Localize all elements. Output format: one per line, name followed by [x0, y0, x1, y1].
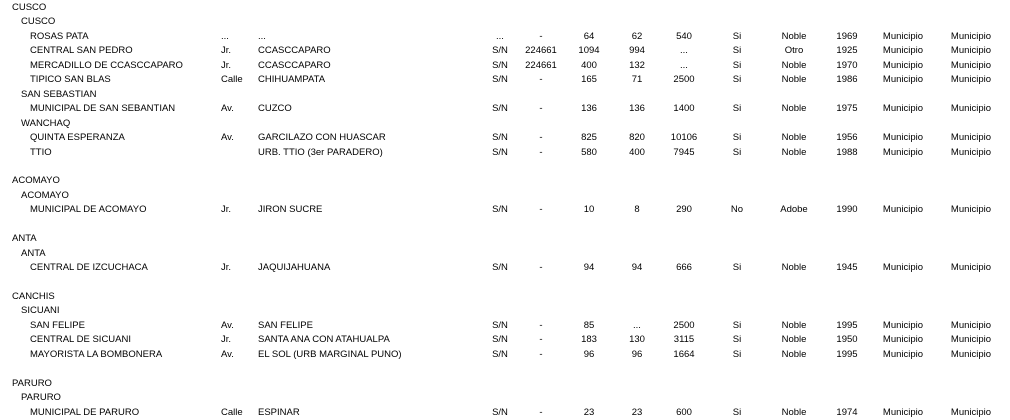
- cell-tel: -: [539, 146, 543, 158]
- cell-c: 2500: [673, 319, 695, 331]
- cell-b: 130: [629, 334, 645, 346]
- cell-c: 1400: [673, 103, 695, 115]
- cell-adm: Municipio: [950, 59, 992, 71]
- cell-tel: -: [539, 334, 543, 346]
- spacer-row: [0, 276, 1010, 290]
- province-heading: [0, 391, 1010, 405]
- cell-nro: S/N: [492, 262, 508, 274]
- cell-a: 23: [583, 406, 595, 418]
- cell-nro: S/N: [492, 45, 508, 57]
- cell-adm: Municipio: [950, 262, 992, 274]
- cell-b: 136: [629, 103, 645, 115]
- cell-si: Si: [732, 319, 742, 331]
- cell-name: ROSAS PATA: [30, 30, 89, 42]
- cell-c: 2500: [673, 74, 695, 86]
- table-row: [0, 146, 1010, 160]
- cell-tel: -: [539, 348, 543, 360]
- table-row: [0, 203, 1010, 217]
- cell-nro: S/N: [492, 132, 508, 144]
- cell-calle: ...: [258, 30, 266, 42]
- cell-year: 1956: [836, 132, 858, 144]
- province-heading: [0, 88, 1010, 102]
- cell-mat: Noble: [781, 334, 807, 346]
- table-row: [0, 59, 1010, 73]
- cell-calle: JAQUIJAHUANA: [258, 262, 331, 274]
- province-name: PARURO: [21, 392, 61, 404]
- province-heading: [0, 304, 1010, 318]
- cell-c: 600: [676, 406, 692, 418]
- cell-year: 1974: [836, 406, 858, 418]
- cell-tel: -: [539, 406, 543, 418]
- cell-year: 1988: [836, 146, 858, 158]
- cell-nro: S/N: [492, 319, 508, 331]
- cell-tel: -: [539, 319, 543, 331]
- cell-si: Si: [732, 262, 742, 274]
- cell-si: Si: [732, 348, 742, 360]
- cell-c: 290: [676, 204, 692, 216]
- cell-mat: Noble: [781, 348, 807, 360]
- cell-mat: Noble: [781, 132, 807, 144]
- cell-mat: Noble: [781, 30, 807, 42]
- department-name: ANTA: [12, 233, 37, 245]
- table-row: [0, 30, 1010, 44]
- department-heading: [0, 1, 1010, 15]
- cell-prop: Municipio: [882, 30, 924, 42]
- cell-prop: Municipio: [882, 103, 924, 115]
- cell-tel: -: [539, 103, 543, 115]
- cell-prop: Municipio: [882, 334, 924, 346]
- cell-adm: Municipio: [950, 103, 992, 115]
- cell-mat: Noble: [781, 74, 807, 86]
- cell-nro: S/N: [492, 103, 508, 115]
- department-heading: [0, 290, 1010, 304]
- cell-name: TIPICO SAN BLAS: [30, 74, 111, 86]
- province-name: WANCHAQ: [21, 117, 71, 129]
- table-row: [0, 261, 1010, 275]
- cell-via: Jr.: [221, 59, 232, 71]
- cell-prop: Municipio: [882, 146, 924, 158]
- department-name: CANCHIS: [12, 291, 55, 302]
- cell-via: Calle: [221, 406, 243, 418]
- cell-a: 580: [581, 146, 597, 158]
- cell-prop: Municipio: [882, 262, 924, 274]
- cell-name: MERCADILLO DE CCASCCAPARO: [30, 59, 183, 71]
- cell-nro: S/N: [492, 59, 508, 71]
- cell-a: 85: [583, 319, 595, 331]
- cell-a: 136: [581, 103, 597, 115]
- cell-si: Si: [732, 30, 742, 42]
- cell-calle: GARCILAZO CON HUASCAR: [258, 132, 386, 144]
- cell-name: TTIO: [30, 146, 52, 158]
- cell-via: Av.: [221, 348, 234, 360]
- spacer-row: [0, 362, 1010, 376]
- cell-mat: Otro: [784, 45, 804, 57]
- cell-tel: -: [539, 204, 543, 216]
- cell-prop: Municipio: [882, 348, 924, 360]
- province-name: ACOMAYO: [21, 189, 69, 201]
- cell-via: Jr.: [221, 334, 232, 346]
- cell-adm: Municipio: [950, 74, 992, 86]
- department-heading: [0, 377, 1010, 391]
- cell-a: 94: [583, 262, 595, 274]
- cell-via: Jr.: [221, 262, 232, 274]
- cell-adm: Municipio: [950, 334, 992, 346]
- cell-prop: Municipio: [882, 74, 924, 86]
- table-row: [0, 102, 1010, 116]
- cell-a: 64: [583, 30, 595, 42]
- cell-tel: 224661: [525, 59, 557, 71]
- cell-tel: -: [539, 74, 543, 86]
- province-heading: [0, 117, 1010, 131]
- cell-nro: S/N: [492, 334, 508, 346]
- cell-name: QUINTA ESPERANZA: [30, 132, 125, 144]
- province-name: SAN SEBASTIAN: [21, 88, 97, 100]
- cell-b: 23: [631, 406, 643, 418]
- department-name: ACOMAYO: [12, 175, 60, 187]
- cell-si: Si: [732, 146, 742, 158]
- cell-via: Jr.: [221, 204, 232, 216]
- cell-mat: Noble: [781, 262, 807, 274]
- province-name: ANTA: [21, 247, 46, 259]
- cell-adm: Municipio: [950, 406, 992, 418]
- cell-c: 540: [676, 30, 692, 42]
- cell-name: SAN FELIPE: [30, 319, 85, 331]
- cell-mat: Noble: [781, 319, 807, 331]
- cell-b: 94: [631, 262, 643, 274]
- cell-adm: Municipio: [950, 45, 992, 57]
- cell-mat: Noble: [781, 406, 807, 418]
- cell-b: 62: [631, 30, 643, 42]
- cell-a: 825: [581, 132, 597, 144]
- cell-calle: CCASCCAPARO: [258, 59, 331, 71]
- cell-nro: S/N: [492, 204, 508, 216]
- cell-c: 3115: [673, 334, 695, 346]
- cell-tel: -: [539, 30, 543, 42]
- cell-adm: Municipio: [950, 30, 992, 42]
- cell-name: MUNICIPAL DE PARURO: [30, 406, 140, 418]
- province-heading: [0, 247, 1010, 261]
- cell-c: 666: [676, 262, 692, 274]
- cell-calle: CUZCO: [258, 103, 292, 115]
- cell-c: ...: [680, 59, 688, 71]
- cell-adm: Municipio: [950, 204, 992, 216]
- cell-b: 96: [631, 348, 643, 360]
- cell-via: ...: [221, 30, 229, 42]
- cell-a: 183: [581, 334, 597, 346]
- table-row: [0, 319, 1010, 333]
- cell-calle: CHIHUAMPATA: [258, 74, 326, 86]
- cell-prop: Municipio: [882, 406, 924, 418]
- cell-mat: Noble: [781, 146, 807, 158]
- cell-year: 1995: [836, 319, 858, 331]
- cell-name: MUNICIPAL DE ACOMAYO: [30, 204, 147, 216]
- cell-calle: URB. TTIO (3er PARADERO): [258, 146, 383, 158]
- cell-year: 1986: [836, 74, 858, 86]
- cell-c: 10106: [670, 132, 698, 144]
- cell-year: 1950: [836, 334, 858, 346]
- cell-si: Si: [732, 103, 742, 115]
- cell-mat: Noble: [781, 59, 807, 71]
- province-name: CUSCO: [21, 16, 56, 28]
- cell-adm: Municipio: [950, 348, 992, 360]
- cell-tel: -: [539, 262, 543, 274]
- cell-via: Calle: [221, 74, 243, 86]
- cell-c: 7945: [673, 146, 695, 158]
- cell-year: 1925: [836, 45, 858, 57]
- cell-name: MAYORISTA LA BOMBONERA: [30, 348, 163, 360]
- cell-calle: CCASCCAPARO: [258, 45, 331, 57]
- cell-adm: Municipio: [950, 146, 992, 158]
- cell-year: 1945: [836, 262, 858, 274]
- cell-b: ...: [633, 319, 641, 331]
- cell-calle: SAN FELIPE: [258, 319, 313, 331]
- cell-name: CENTRAL DE IZCUCHACA: [30, 262, 148, 274]
- cell-year: 1969: [836, 30, 858, 42]
- cell-prop: Municipio: [882, 204, 924, 216]
- province-heading: [0, 189, 1010, 203]
- department-name: PARURO: [12, 377, 52, 389]
- cell-via: Av.: [221, 132, 234, 144]
- cell-b: 8: [634, 204, 640, 216]
- cell-via: Jr.: [221, 45, 232, 57]
- cell-calle: ESPINAR: [258, 406, 300, 418]
- cell-c: 1664: [673, 348, 695, 360]
- cell-si: Si: [732, 59, 742, 71]
- cell-a: 165: [581, 74, 597, 86]
- table-row: [0, 131, 1010, 145]
- cell-b: 820: [629, 132, 645, 144]
- province-heading: [0, 15, 1010, 29]
- cell-a: 10: [583, 204, 595, 216]
- department-name: CUSCO: [12, 2, 47, 13]
- department-heading: [0, 174, 1010, 188]
- cell-calle: SANTA ANA CON ATAHUALPA: [258, 334, 390, 346]
- cell-via: Av.: [221, 319, 234, 331]
- cell-mat: Adobe: [780, 204, 808, 216]
- cell-b: 132: [629, 59, 645, 71]
- cell-prop: Municipio: [882, 132, 924, 144]
- cell-a: 1094: [578, 45, 600, 57]
- cell-adm: Municipio: [950, 132, 992, 144]
- cell-nro: S/N: [492, 146, 508, 158]
- table-row: [0, 406, 1010, 420]
- cell-c: ...: [680, 45, 688, 57]
- cell-mat: Noble: [781, 103, 807, 115]
- cell-b: 994: [629, 45, 645, 57]
- cell-year: 1995: [836, 348, 858, 360]
- table-row: [0, 73, 1010, 87]
- cell-nro: ...: [496, 30, 504, 42]
- cell-prop: Municipio: [882, 59, 924, 71]
- table-row: [0, 333, 1010, 347]
- cell-nro: S/N: [492, 74, 508, 86]
- cell-si: Si: [732, 406, 742, 418]
- cell-via: Av.: [221, 103, 234, 115]
- table-row: [0, 348, 1010, 362]
- cell-tel: -: [539, 132, 543, 144]
- cell-name: CENTRAL SAN PEDRO: [30, 45, 133, 57]
- cell-nro: S/N: [492, 348, 508, 360]
- cell-year: 1970: [836, 59, 858, 71]
- cell-adm: Municipio: [950, 319, 992, 331]
- spacer-row: [0, 218, 1010, 232]
- province-name: SICUANI: [21, 305, 60, 317]
- cell-year: 1990: [836, 204, 858, 216]
- cell-a: 96: [583, 348, 595, 360]
- cell-year: 1975: [836, 103, 858, 115]
- spacer-row: [0, 160, 1010, 174]
- cell-prop: Municipio: [882, 319, 924, 331]
- cell-si: Si: [732, 132, 742, 144]
- cell-b: 71: [631, 74, 643, 86]
- cell-si: Si: [732, 334, 742, 346]
- cell-b: 400: [629, 146, 645, 158]
- cell-si: Si: [732, 45, 742, 57]
- cell-si: Si: [732, 74, 742, 86]
- cell-name: CENTRAL DE SICUANI: [30, 334, 131, 346]
- cell-prop: Municipio: [882, 45, 924, 57]
- cell-name: MUNICIPAL DE SAN SEBANTIAN: [30, 103, 176, 115]
- table-row: [0, 44, 1010, 58]
- cell-si: No: [730, 204, 744, 216]
- cell-tel: 224661: [525, 45, 557, 57]
- cell-a: 400: [581, 59, 597, 71]
- cell-calle: EL SOL (URB MARGINAL PUNO): [258, 348, 402, 360]
- cell-calle: JIRON SUCRE: [258, 204, 323, 216]
- department-heading: [0, 232, 1010, 246]
- cell-nro: S/N: [492, 406, 508, 418]
